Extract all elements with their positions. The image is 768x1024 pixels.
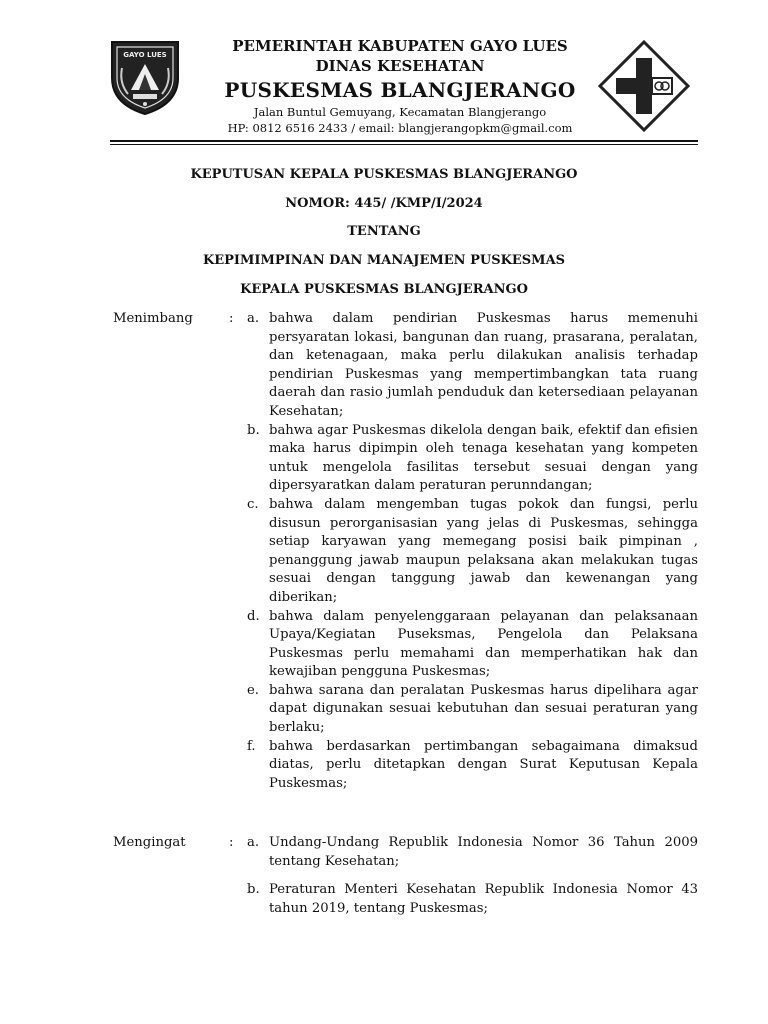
item-text: bahwa dalam mengemban tugas pokok dan fungsi, perlu disusun perorganisasian yang jelas di Puskesmas, sehingga setiap karyawan yang memegang posisi baik pimpinan , penanggung jawab maupun pelaksana akan melakukan tugas sesuai dengan tanggung jawab dan kewenangan yang diberikan; (269, 496, 698, 605)
item-letter: a. (247, 311, 260, 326)
item-letter: f. (247, 738, 256, 754)
item-letter: b. (247, 882, 260, 898)
section-label: Mengingat (113, 835, 186, 850)
letterhead (0, 28, 768, 138)
decree-subject: KEPIMIMPINAN DAN MANAJEMEN PUSKESMAS (202, 253, 566, 268)
decree-titles (0, 166, 768, 299)
item-text: bahwa sarana dan peralatan Puskesmas harus dipelihara agar dapat digunakan sesuai kebutuhan dan sesuai peraturan yang berlaku; (269, 682, 698, 736)
item-text: bahwa dalam penyelenggaraan pelayanan dan pelaksanaan Upaya/Kegiatan Puseksmas, Pengelola dan Pelaksana Puskesmas perlu memahami dan memperhatikan hak dan kewajiban pengguna Puskesmas; (269, 608, 698, 680)
item-letter: a. (247, 835, 260, 850)
emblem-lettering: GAYO LUES (123, 51, 167, 59)
institution-contact: HP: 0812 6516 2433 / email: blangjerangopkm@gmail.com (227, 121, 573, 135)
item-letter: b. (247, 422, 260, 438)
section-colon: : (229, 835, 234, 850)
list-item (247, 310, 698, 422)
item-text: bahwa dalam pendirian Puskesmas harus memenuhi persyaratan lokasi, bangunan dan ruang, prasarana, peralatan, dan ketenagaan, maka perlu dilakukan analisis terhadap pendirian Puskesmas yang mempertimbangkan tata ruang daerah dan rasio jumlah penduduk dan ketersediaan pelayanan Kesehatan; (269, 311, 698, 419)
regency-shield-icon (106, 38, 184, 116)
item-letter: c. (247, 496, 259, 512)
government-name: PEMERINTAH KABUPATEN GAYO LUES (232, 37, 568, 55)
decree-number: NOMOR: 445/ /KMP/I/2024 (285, 196, 483, 211)
decree-title: KEPUTUSAN KEPALA PUSKESMAS BLANGJERANGO (190, 167, 578, 182)
item-text: Undang-Undang Republik Indonesia Nomor 36 Tahun 2009 tentang Kesehatan; (269, 835, 698, 869)
decree-about: TENTANG (347, 224, 421, 239)
list-item (247, 422, 698, 496)
item-text: Peraturan Menteri Kesehatan Republik Indonesia Nomor 43 tahun 2019, tentang Puskesmas; (269, 882, 698, 916)
decree-issuer: KEPALA PUSKESMAS BLANGJERANGO (240, 282, 528, 297)
section-colon: : (229, 311, 234, 326)
list-item (247, 738, 698, 794)
list-item (247, 496, 698, 608)
puskesmas-cross-icon (598, 40, 690, 132)
letterhead-text (190, 36, 610, 136)
list-item (247, 608, 698, 682)
institution-name: PUSKESMAS BLANGJERANGO (224, 78, 576, 102)
institution-address: Jalan Buntul Gemuyang, Kecamatan Blangjerango (253, 105, 547, 119)
letterhead-divider-thin (110, 144, 698, 145)
letterhead-divider (110, 140, 698, 142)
item-text: bahwa agar Puskesmas dikelola dengan baik, efektif dan efisien maka harus dipimpin oleh tenaga kesehatan yang kompeten untuk mengelola fasilitas tersebut sesuai dengan yang dipersyaratkan dalam peraturan perunndangan; (269, 422, 698, 494)
list-item (247, 834, 698, 871)
mengingat-list (247, 834, 698, 918)
department-name: DINAS KESEHATAN (315, 57, 485, 75)
item-text: bahwa berdasarkan pertimbangan sebagaimana dimaksud diatas, perlu ditetapkan dengan Surat Keputusan Kepala Puskesmas; (269, 738, 698, 791)
list-item (247, 682, 698, 738)
item-letter: d. (247, 608, 260, 624)
menimbang-list (247, 310, 698, 793)
list-item (247, 881, 698, 918)
item-letter: e. (247, 682, 259, 698)
section-label: Menimbang (113, 311, 193, 326)
